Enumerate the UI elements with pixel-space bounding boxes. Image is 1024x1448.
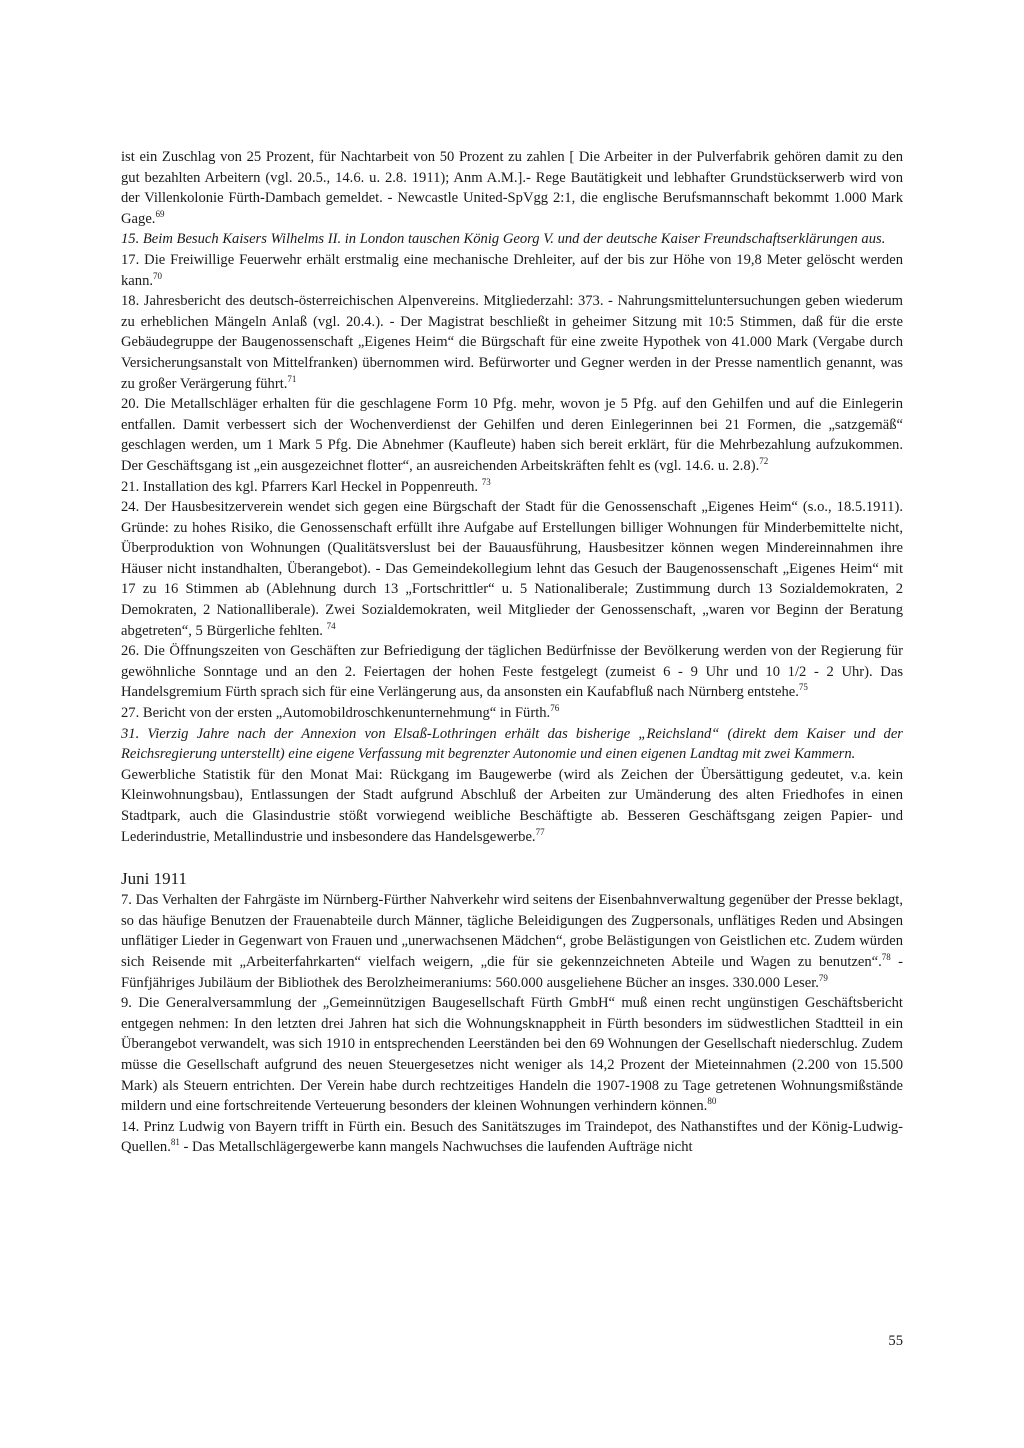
footnote-ref: 77 xyxy=(535,826,545,837)
paragraph-may-27: 27. Bericht von der ersten „Automobildroschkenunternehmung“ in Fürth.$^{76}$ xyxy=(121,703,560,722)
paragraph-may-24: 24. Der Hausbesitzerverein wendet sich gegen eine Bürgschaft der Stadt für die Genossenschaft „Eigenes Heim“ (s.o., 18.5.1911). Gründe: zu hohes Risiko, die Genossenschaft erfüllt ihre Aufgabe auf Erstellungen billiger Wohnungen für Minderbemittelte nicht, Überproduktion von Wohnungen (Qualitätsverslust bei der Bauausführung, Hausbesitzer können wegen Mindereinnahmen ihre Häuser nicht instandhalten, Überangebot). - Das Gemeindekollegium lehnt das Gesuch der Baugenossenschaft „Eigenes Heim“ mit 17 zu 16 Stimmen ab (Ablehnung durch 13 „Fortschrittler“ u. 5 Nationaliberale; Zustimmung durch 13 Sozialdemokraten, 2 Demokraten, 2 Nationalliberale). Zwei Sozialdemokraten, weil Mitglieder der Genossenschaft, „waren vor Beginn der Beratung abgetreten“, 5 Bürgerliche fehlten. $^{74}$ xyxy=(121,499,903,639)
paragraph-may-17: 17. Die Freiwillige Feuerwehr erhält erstmalig eine mechanische Drehleiter, auf der bis zur Höhe von 19,8 Meter gelöscht werden kann.$^{70}$ xyxy=(121,251,903,289)
footnote-ref: 73 xyxy=(481,476,491,487)
footnote-ref: 74 xyxy=(326,620,336,631)
footnote-ref: 76 xyxy=(550,703,560,714)
paragraph-may-26: 26. Die Öffnungszeiten von Geschäften zur Befriedigung der täglichen Bedürfnisse der Bevölkerung werden von der Regierung für gewöhnliche Sonntage und an den 2. Feiertagen der hohen Feste festgelegt (zumeist 6 - 9 Uhr und 10 1/2 - 2 Uhr). Das Handelsgremium Fürth sprach sich für eine Verlängerung aus, da ansonsten ein Kaufabfluß nach Nürnberg entstehe.$^{75}$ xyxy=(121,643,903,701)
footnote-ref: 70 xyxy=(153,270,163,281)
footnote-ref: 71 xyxy=(287,373,297,384)
footnote-ref: 81 xyxy=(170,1137,180,1148)
document-page xyxy=(121,147,903,1158)
footnote-ref: 78 xyxy=(881,951,891,962)
footnote-ref: 80 xyxy=(707,1096,717,1107)
paragraph-statistics: Gewerbliche Statistik für den Monat Mai: Rückgang im Baugewerbe (wird als Zeichen der Übersättigung gedeutet, v.a. kein Kleinwohnungsbau), Entlassungen der Stadt aufgrund Abschluß der Arbeiten zur Umänderung des alten Friedhofes in einen Stadtpark, auch die Glasindustrie stößt vorwiegend weibliche Beschäftigte ab. Besseren Geschäftsgang zeigen Papier- und Lederindustrie, Metallindustrie und insbesondere das Handelsgewerbe.$^{77}$ xyxy=(121,766,903,845)
section-heading: Juni 1911 xyxy=(121,869,187,889)
paragraph-may-20: 20. Die Metallschläger erhalten für die geschlagene Form 10 Pfg. mehr, wovon je 5 Pfg. auf den Gehilfen und auf die Einlegerin entfallen. Damit verbessert sich der Wochenverdienst der Gehilfen und deren Einlegerinnen bei 21 Formen, die „satzgemäß“ geschlagen werden, um 1 Mark 5 Pfg. Die Abnehmer (Kaufleute) haben sich bereit erklärt, für die Mehrbezahlung aufzukommen. Der Geschäftsgang ist „ein ausgezeichnet flotter“, an ausreichenden Arbeitskräften fehlt es (vgl. 14.6. u. 2.8).$^{72}$ xyxy=(121,396,903,474)
paragraph-may-15: 15. Beim Besuch Kaisers Wilhelms II. in London tauschen König Georg V. und der deutsche Kaiser Freundschaftserklärungen aus. xyxy=(121,231,886,248)
paragraph-may-18: 18. Jahresbericht des deutsch-österreichischen Alpenvereins. Mitgliederzahl: 373. - Nahrungsmitteluntersuchungen geben wiederum zu erheblichen Mängeln Anlaß (vgl. 20.4.). - Der Magistrat beschließt in geheimer Sitzung mit 10:5 Stimmen, daß für die erste Gebäudegruppe der Baugenossenschaft „Eigenes Heim“ die Bürgschaft für eine zweite Hypothek von 41.000 Mark (Vergabe durch Versicherungsanstalt von Mittelfranken) übernommen wird. Befürworter und Gegner werden in der Presse namentlich genannt, was zu großer Verärgerung führt.$^{71}$ xyxy=(121,293,903,392)
footnote-ref: 79 xyxy=(818,972,828,983)
paragraph-june-7: 7. Das Verhalten der Fahrgäste im Nürnberg-Fürther Nahverkehr wird seitens der Eisenbahnverwaltung gegenüber der Presse beklagt, so das häufige Benutzen der Frauenabteile durch Männer, tägliche Beleidigungen des Zugpersonals, unflätiges Reden und Absingen unflätiger Lieder in Gegenwart von Frauen und „unerwachsenen Mädchen“, grobe Belästigungen von Geistlichen etc. Zudem würden sich Reisende mit „Arbeiterfahrkarten“ vielfach weigern, „die für sie gekennzeichneten Abteile und Wagen zu benutzen“.$^{78}$ - Fünfjähriges Jubiläum der Bibliothek des Berolzheimeraniums: 560.000 ausgeliehene Bücher an insges. 330.000 Leser.$^{79}$ xyxy=(121,892,903,991)
paragraph-june-9: 9. Die Generalversammlung der „Gemeinnützigen Baugesellschaft Fürth GmbH“ muß einen recht ungünstigen Geschäftsbericht entgegen nehmen: In den letzten drei Jahren hat sich die Wohnungsknappheit in Fürth besonders im südwestlichen Stadtteil in ein Überangebot verwandelt, was sich 1910 in entsprechenden Leerständen bei den 69 Wohnungen der Gesellschaft niederschlug. Zudem müsse die Gesellschaft aufgrund des neuen Steuergesetzes nicht weniger als 14,2 Prozent der Mieteinnahmen (2.200 von 15.500 Mark) als Steuern entrichten. Der Verein habe durch rechtzeitiges Handeln die 1907-1908 zu Tage getretenen Wohnungsmißstände mildern und eine fortschreitende Verteuerung besonders der kleinen Wohnungen verhindern können.$^{80}$ xyxy=(121,995,903,1115)
paragraph-may-21: 21. Installation des kgl. Pfarrers Karl Heckel in Poppenreuth. $^{73}$ xyxy=(121,476,491,495)
paragraph-continuation: ist ein Zuschlag von 25 Prozent, für Nachtarbeit von 50 Prozent zu zahlen [ Die Arbeiter in der Pulverfabrik gehören damit zu den gut bezahlten Arbeitern (vgl. 20.5., 14.6. u. 2.8. 1911); Anm A.M.].- Rege Bautätigkeit und lebhafter Grundstückserwerb wird von der Villenkolonie Fürth-Dambach gemeldet. - Newcastle United-SpVgg 2:1, die englische Berufsmannschaft bekommt 1.000 Mark Gage.$^{69}$ xyxy=(121,149,903,227)
paragraph-june-14: 14. Prinz Ludwig von Bayern trifft in Fürth ein. Besuch des Sanitätszuges im Traindepot, des Nathanstiftes und der König-Ludwig-Quellen.$^{81}$ - Das Metallschlägergewerbe kann mangels Nachwuchses die laufenden Aufträge nicht xyxy=(121,1118,903,1156)
page-number: 55 xyxy=(888,1333,903,1349)
paragraph-may-31: 31. Vierzig Jahre nach der Annexion von Elsaß-Lothringen erhält das bisherige „Reichsland“ (direkt dem Kaiser und der Reichsregierung unterstellt) eine eigene Verfassung mit begrenzter Autonomie und einen eigenen Landtag mit zwei Kammern. xyxy=(121,725,903,763)
footnote-ref: 75 xyxy=(798,682,808,693)
footnote-ref: 72 xyxy=(759,455,769,466)
footnote-ref: 69 xyxy=(155,208,165,219)
